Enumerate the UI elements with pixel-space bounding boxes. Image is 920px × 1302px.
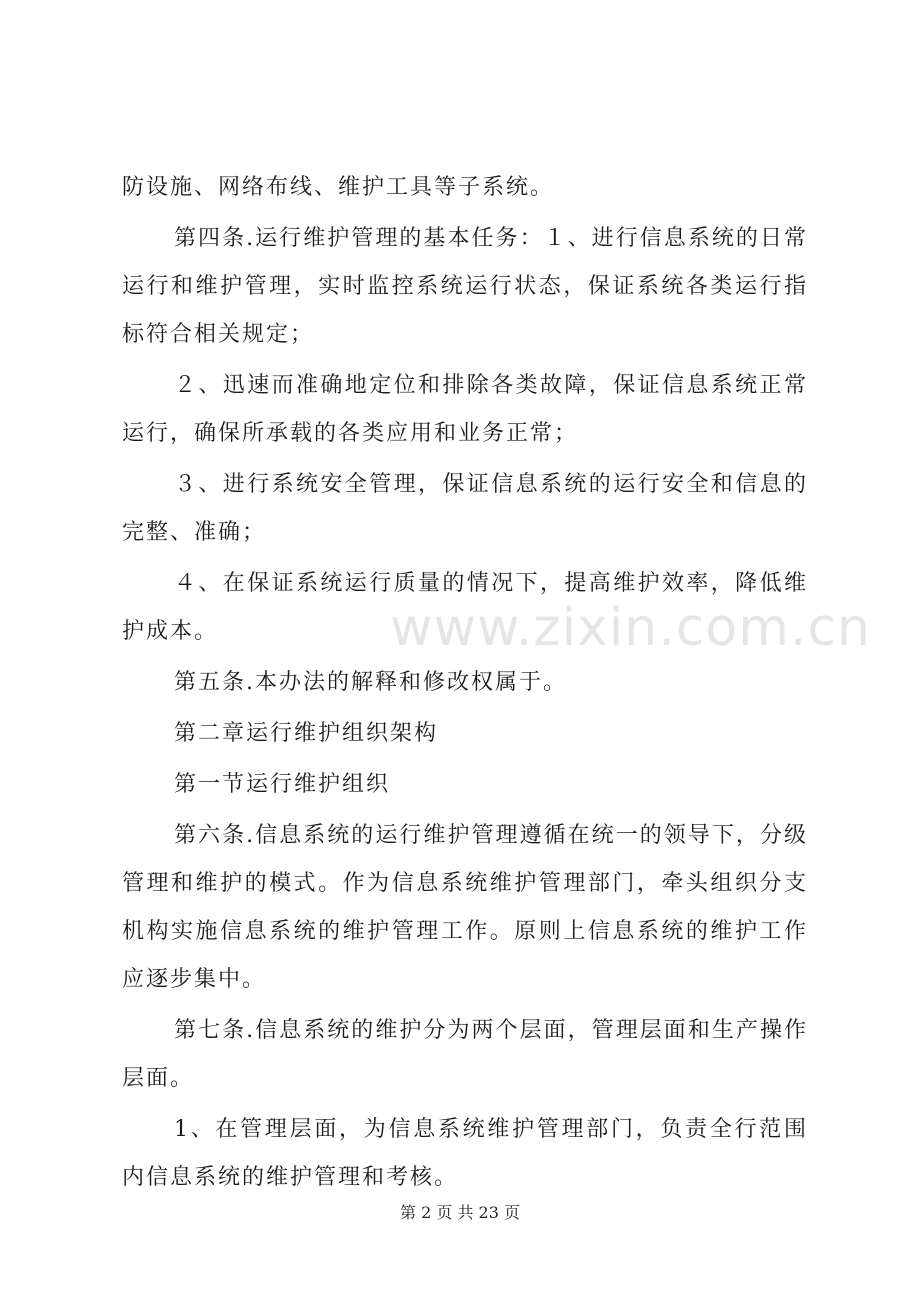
paragraph: 第五条.本办法的解释和修改权属于。 [174,670,567,695]
watermark: www.zixin.com.cn [390,598,871,658]
paragraph: 第二章运行维护组织架构 [174,721,439,746]
paragraph: 1、在管理层面，为信息系统维护管理部门，负责全行范围内信息系统的维护管理和考核。 [122,1117,808,1190]
page-footer: 第 2 页 共 23 页 [400,1203,520,1222]
paragraph: 第六条.信息系统的运行维护管理遵循在统一的领导下，分级管理和维护的模式。作为信息系统维护管理部门，牵头组织分支机构实施信息系统的维护管理工作。原则上信息系统的维护工作应逐步集中。 [122,823,808,992]
paragraph: 第七条.信息系统的维护分为两个层面，管理层面和生产操作层面。 [122,1018,808,1091]
paragraph: ２、迅速而准确地定位和排除各类故障，保证信息系统正常运行，确保所承载的各类应用和业务正常； [122,373,808,446]
paragraph: 防设施、网络布线、维护工具等子系统。 [122,175,555,200]
paragraph: 第四条.运行维护管理的基本任务：１、进行信息系统的日常运行和维护管理，实时监控系统运行状态，保证系统各类运行指标符合相关规定； [122,226,808,347]
paragraph: 第一节运行维护组织 [174,772,391,797]
paragraph: ４、在保证系统运行质量的情况下，提高维护效率，降低维护成本。 [122,571,808,644]
document-body [122,164,808,1202]
paragraph: ３、进行系统安全管理，保证信息系统的运行安全和信息的完整、准确； [122,472,808,545]
